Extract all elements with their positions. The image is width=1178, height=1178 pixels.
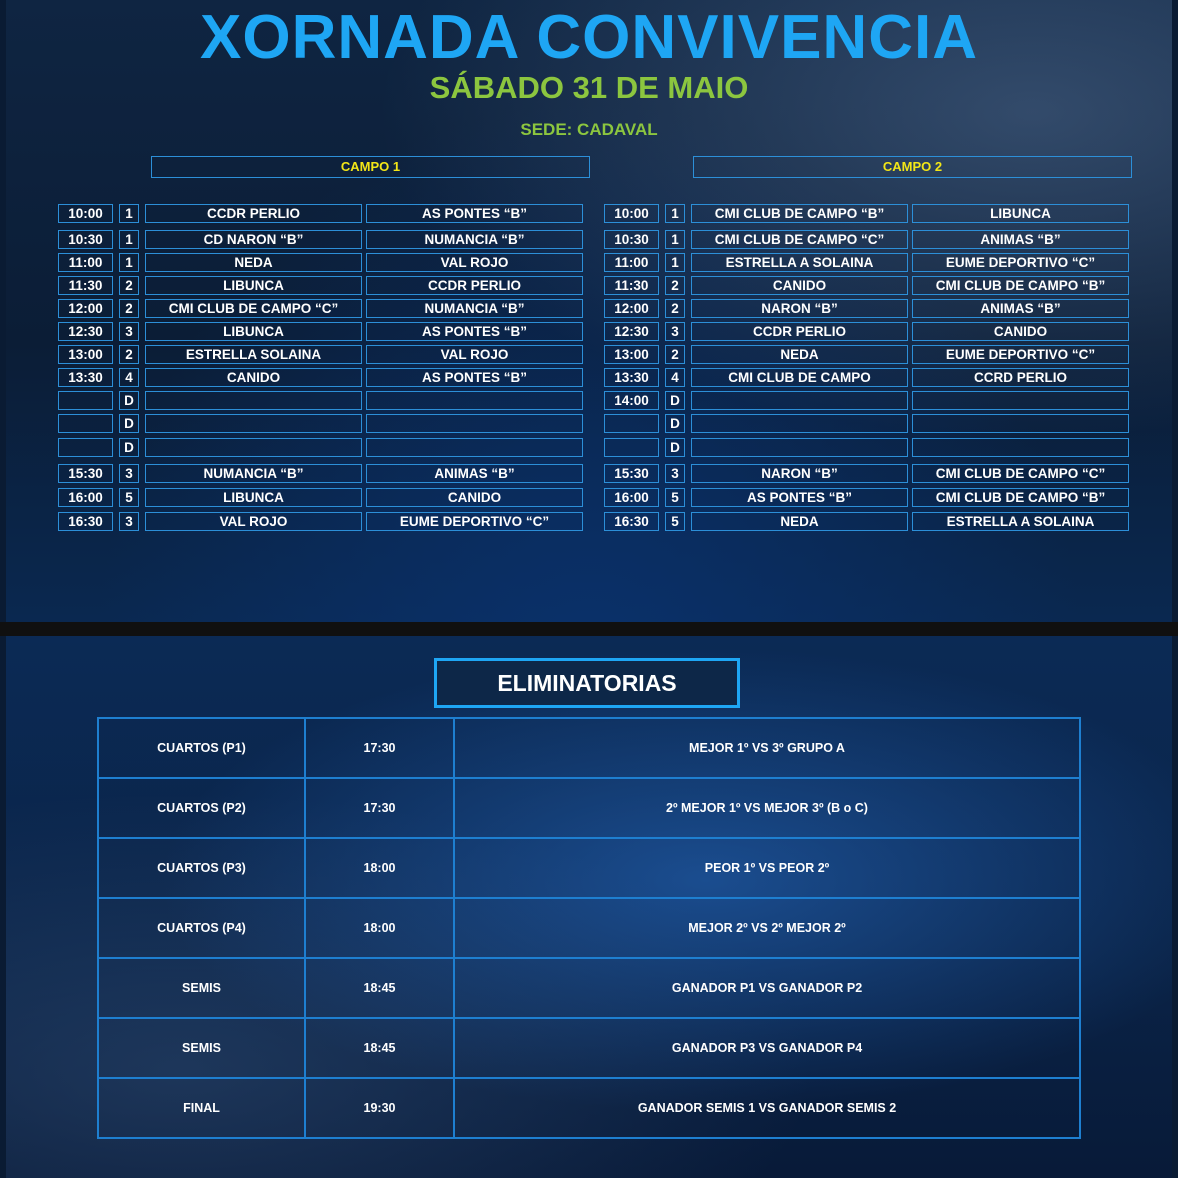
away-team-cell [366,391,583,410]
round-cell: CUARTOS (P4) [98,898,305,958]
match-cell: GANADOR P3 VS GANADOR P4 [454,1018,1080,1078]
away-team-cell: NUMANCIA “B” [366,299,583,318]
home-team-cell: CMI CLUB DE CAMPO “B” [691,204,908,223]
event-venue: SEDE: CADAVAL [520,120,658,139]
time-cell [58,438,113,457]
group-cell: D [665,391,685,410]
time-cell: 12:00 [604,299,659,318]
home-team-cell: CCDR PERLIO [691,322,908,341]
home-team-cell: LIBUNCA [145,322,362,341]
time-cell: 11:30 [58,276,113,295]
time-cell: 18:45 [305,958,454,1018]
time-cell: 18:45 [305,1018,454,1078]
time-cell: 13:30 [58,368,113,387]
campo-2-header: CAMPO 2 [693,156,1132,178]
group-cell: 3 [665,322,685,341]
home-team-cell: LIBUNCA [145,276,362,295]
time-cell: 16:00 [604,488,659,507]
eliminatoria-row [98,778,1080,838]
time-cell: 10:00 [58,204,113,223]
time-cell: 12:30 [58,322,113,341]
away-team-cell: CCRD PERLIO [912,368,1129,387]
home-team-cell: NARON “B” [691,299,908,318]
eliminatorias-title: ELIMINATORIAS [434,658,740,708]
away-team-cell: ESTRELLA A SOLAINA [912,512,1129,531]
time-cell: 17:30 [305,778,454,838]
home-team-cell: ESTRELLA A SOLAINA [691,253,908,272]
group-cell: D [119,391,139,410]
away-team-cell: ANIMAS “B” [366,464,583,483]
away-team-cell [366,414,583,433]
home-team-cell: CD NARON “B” [145,230,362,249]
group-cell: 2 [119,276,139,295]
group-cell: 3 [119,322,139,341]
home-team-cell [691,391,908,410]
time-cell: 15:30 [58,464,113,483]
away-team-cell: AS PONTES “B” [366,322,583,341]
group-cell: 1 [119,204,139,223]
away-team-cell [912,391,1129,410]
time-cell: 16:30 [58,512,113,531]
home-team-cell: CMI CLUB DE CAMPO [691,368,908,387]
away-team-cell: VAL ROJO [366,345,583,364]
home-team-cell: CMI CLUB DE CAMPO “C” [145,299,362,318]
away-team-cell: CMI CLUB DE CAMPO “B” [912,276,1129,295]
time-cell: 11:00 [58,253,113,272]
match-cell: 2º MEJOR 1º VS MEJOR 3º (B o C) [454,778,1080,838]
home-team-cell: NEDA [691,512,908,531]
time-cell: 11:00 [604,253,659,272]
away-team-cell [366,438,583,457]
match-cell: GANADOR SEMIS 1 VS GANADOR SEMIS 2 [454,1078,1080,1138]
group-cell: 1 [119,230,139,249]
match-cell: GANADOR P1 VS GANADOR P2 [454,958,1080,1018]
round-cell: CUARTOS (P2) [98,778,305,838]
time-cell: 16:00 [58,488,113,507]
time-cell [58,391,113,410]
group-cell: 4 [665,368,685,387]
away-team-cell: CANIDO [912,322,1129,341]
group-cell: 1 [119,253,139,272]
time-cell: 12:00 [58,299,113,318]
eliminatoria-row [98,718,1080,778]
group-cell: 1 [665,204,685,223]
group-cell: 5 [665,488,685,507]
group-cell: D [119,414,139,433]
home-team-cell: NARON “B” [691,464,908,483]
away-team-cell: AS PONTES “B” [366,368,583,387]
away-team-cell: CANIDO [366,488,583,507]
eliminatoria-row [98,958,1080,1018]
away-team-cell: EUME DEPORTIVO “C” [912,345,1129,364]
home-team-cell: NEDA [145,253,362,272]
group-cell: 2 [119,299,139,318]
group-cell: 4 [119,368,139,387]
match-cell: PEOR 1º VS PEOR 2º [454,838,1080,898]
campo-1-header: CAMPO 1 [151,156,590,178]
away-team-cell: EUME DEPORTIVO “C” [912,253,1129,272]
away-team-cell: VAL ROJO [366,253,583,272]
eliminatoria-row [98,898,1080,958]
home-team-cell: CANIDO [145,368,362,387]
group-cell: 3 [119,464,139,483]
eliminatorias-panel [6,636,1172,1178]
away-team-cell: NUMANCIA “B” [366,230,583,249]
away-team-cell [912,414,1129,433]
away-team-cell: LIBUNCA [912,204,1129,223]
group-cell: 2 [119,345,139,364]
group-cell: 2 [665,299,685,318]
event-date: SÁBADO 31 DE MAIO [429,70,749,105]
round-cell: CUARTOS (P1) [98,718,305,778]
time-cell: 10:00 [604,204,659,223]
section-divider [0,622,1178,636]
away-team-cell: ANIMAS “B” [912,230,1129,249]
group-cell: 1 [665,230,685,249]
home-team-cell [145,438,362,457]
away-team-cell: ANIMAS “B” [912,299,1129,318]
eliminatoria-row [98,1078,1080,1138]
time-cell [58,414,113,433]
time-cell: 13:00 [58,345,113,364]
home-team-cell [145,391,362,410]
round-cell: CUARTOS (P3) [98,838,305,898]
time-cell [604,438,659,457]
group-cell: 2 [665,345,685,364]
home-team-cell: CMI CLUB DE CAMPO “C” [691,230,908,249]
home-team-cell: CANIDO [691,276,908,295]
round-cell: SEMIS [98,958,305,1018]
time-cell: 10:30 [58,230,113,249]
match-cell: MEJOR 1º VS 3º GRUPO A [454,718,1080,778]
home-team-cell: LIBUNCA [145,488,362,507]
time-cell: 19:30 [305,1078,454,1138]
schedule-panel [6,0,1172,622]
away-team-cell: AS PONTES “B” [366,204,583,223]
match-cell: MEJOR 2º VS 2º MEJOR 2º [454,898,1080,958]
group-cell: 1 [665,253,685,272]
home-team-cell [691,414,908,433]
eliminatorias-table [97,717,1081,1139]
home-team-cell: ESTRELLA SOLAINA [145,345,362,364]
home-team-cell: NUMANCIA “B” [145,464,362,483]
group-cell: 2 [665,276,685,295]
away-team-cell [912,438,1129,457]
time-cell: 18:00 [305,898,454,958]
time-cell: 18:00 [305,838,454,898]
page-title: XORNADA CONVIVENCIA [200,3,978,72]
time-cell: 13:00 [604,345,659,364]
away-team-cell: CMI CLUB DE CAMPO “B” [912,488,1129,507]
time-cell [604,414,659,433]
eliminatoria-row [98,838,1080,898]
time-cell: 14:00 [604,391,659,410]
time-cell: 11:30 [604,276,659,295]
away-team-cell: CCDR PERLIO [366,276,583,295]
home-team-cell: NEDA [691,345,908,364]
group-cell: 3 [665,464,685,483]
home-team-cell [691,438,908,457]
eliminatoria-row [98,1018,1080,1078]
away-team-cell: EUME DEPORTIVO “C” [366,512,583,531]
group-cell: 5 [119,488,139,507]
time-cell: 13:30 [604,368,659,387]
home-team-cell: AS PONTES “B” [691,488,908,507]
time-cell: 16:30 [604,512,659,531]
group-cell: D [665,438,685,457]
round-cell: FINAL [98,1078,305,1138]
group-cell: D [665,414,685,433]
time-cell: 12:30 [604,322,659,341]
group-cell: D [119,438,139,457]
group-cell: 5 [665,512,685,531]
home-team-cell: VAL ROJO [145,512,362,531]
away-team-cell: CMI CLUB DE CAMPO “C” [912,464,1129,483]
time-cell: 17:30 [305,718,454,778]
round-cell: SEMIS [98,1018,305,1078]
group-cell: 3 [119,512,139,531]
home-team-cell [145,414,362,433]
time-cell: 15:30 [604,464,659,483]
home-team-cell: CCDR PERLIO [145,204,362,223]
time-cell: 10:30 [604,230,659,249]
